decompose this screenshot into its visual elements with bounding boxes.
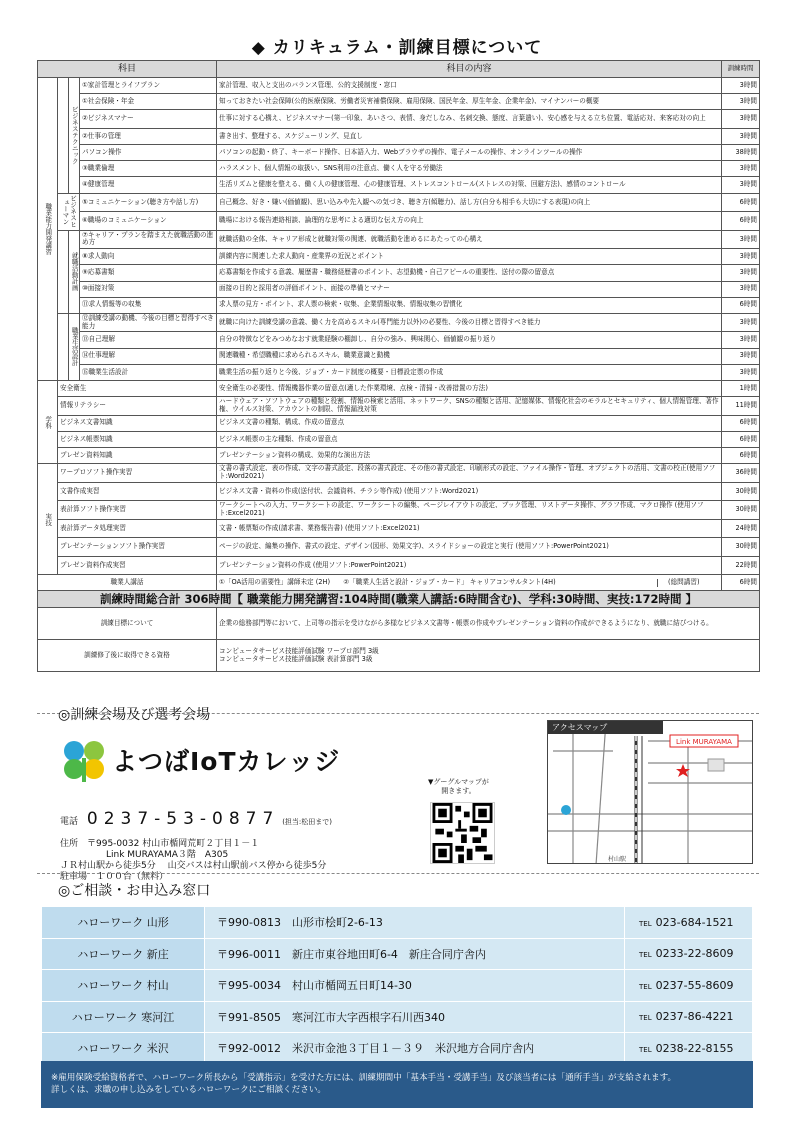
total-row	[38, 591, 760, 608]
row-content: 関連職種・希望職種に求められるスキル、職業意識と動機	[217, 348, 722, 364]
row-subject: ⑮職業生活設計	[80, 364, 217, 380]
group-label: 就職活動計画	[69, 230, 80, 313]
table-row	[38, 519, 760, 538]
total-hours: 訓練時間総合計 306時間【 職業能力開発講習:104時間(職業人講話:6時間含む)、学科:30時間、実技:172時間 】	[38, 591, 760, 608]
tel-number: 023-684-1521	[655, 915, 734, 929]
row-subject: パソコン操作	[80, 145, 217, 161]
table-row	[42, 970, 753, 1002]
office-address: 〒996-0011 新庄市東谷地田町6-4 新庄合同庁舎内	[205, 938, 625, 970]
tel-abbr: TEL	[639, 951, 652, 960]
qr-note	[428, 778, 489, 796]
office-address: 〒995-0034 村山市楯岡五日町14-30	[205, 970, 625, 1002]
row-hours: 30時間	[722, 501, 760, 520]
row-subject: ⑫訓練受講の動機、今後の目標と習得すべき能力	[80, 313, 217, 332]
cert-row	[38, 640, 760, 672]
table-row	[42, 1001, 753, 1033]
table-row	[38, 249, 760, 265]
tel-number: 0233-22-8609	[655, 947, 734, 961]
row-content: 応募書類を作成する意義、履歴書・職務経歴書のポイント、志望動機・自己アピールの重要性、送付の際の留意点	[217, 265, 722, 281]
office-tel[interactable]	[625, 907, 753, 939]
row-content: プレゼンテーション資料の構成、効果的な演出方法	[217, 448, 722, 464]
group-label: 実技	[38, 464, 58, 575]
row-subject: ⑭仕事理解	[80, 348, 217, 364]
row-subject: ①家計管理とライフプラン	[80, 78, 217, 94]
row-content: 家計管理、収入と支出のバランス管理、公的支援制度・窓口	[217, 78, 722, 94]
row-content: ビジネス文書・資料の作成(送付状、会議資料、チラシ等作成) (使用ソフト:Word2021)	[217, 482, 722, 501]
row-hours: 1時間	[722, 380, 760, 396]
row-subject: ⑩面接対策	[80, 281, 217, 297]
curriculum-table	[37, 60, 760, 672]
table-row	[38, 448, 760, 464]
venue-address	[60, 839, 326, 883]
table-row	[38, 145, 760, 161]
table-row	[38, 501, 760, 520]
tel-abbr: TEL	[639, 1045, 652, 1054]
row-hours: 3時間	[722, 364, 760, 380]
row-hours: 6時間	[722, 297, 760, 313]
venue-phone	[60, 809, 332, 829]
row-content: ページの設定、編集の操作、書式の設定、デザイン(図形、効果文字)、スライドショーの設定と実行 (使用ソフト:PowerPoint2021)	[217, 538, 722, 557]
row-content: ビジネス帳票の主な種類、作成の留意点	[217, 431, 722, 447]
row-hours: 3時間	[722, 110, 760, 129]
table-row	[38, 230, 760, 249]
office-address: 〒991-8505 寒河江市大字西根字石川西340	[205, 1001, 625, 1033]
row-hours: 3時間	[722, 313, 760, 332]
address-line: Link MURAYAMA３階 A305	[106, 850, 229, 860]
parking-line: 駐車場 １００台（無料）	[60, 872, 169, 882]
tel-number: 0237-55-8609	[655, 978, 734, 992]
row-content: パソコンの起動・終了、キーボード操作、日本語入力、Webブラウザの操作、電子メールの操作、オンラインツールの操作	[217, 145, 722, 161]
row-hours: 3時間	[722, 348, 760, 364]
row-content: 求人票の見方・ポイント、求人票の検索・収集、企業情報収集、情報収集の習慣化	[217, 297, 722, 313]
row-hours: 3時間	[722, 265, 760, 281]
table-row	[38, 177, 760, 193]
row-content: 就職活動の全体、キャリア形成と就職対策の関連、就職活動を進めるにあたっての心構え	[217, 230, 722, 249]
table-row	[38, 482, 760, 501]
note-line: 詳しくは、求職の申し込みをしているハローワークにご相談ください。	[51, 1085, 327, 1095]
table-row-extra	[38, 575, 760, 591]
row-content: 職場における報告連絡相談、論理的な思考による適切な伝え方の向上	[217, 212, 722, 231]
row-subject: ワープロソフト操作実習	[58, 464, 217, 483]
row-content: ビジネス文書の種類、構成、作成の留意点	[217, 415, 722, 431]
row-content: 生活リズムと健康を整える、働く人の健康管理、心の健康管理、ストレスコントロール(ストレスの対策、回避方法)、感情のコントロール	[217, 177, 722, 193]
office-tel[interactable]	[625, 938, 753, 970]
address-line: 住所 〒995-0032 村山市楯岡荒町２丁目１－１	[60, 839, 260, 849]
row-subject: 安全衛生	[58, 380, 217, 396]
row-subject: ⑨応募書類	[80, 265, 217, 281]
row-content: 文書の書式設定、表の作成、文字の書式設定、段落の書式設定、その他の書式設定、印刷形式の設定、ファイル操作・管理、オブジェクトの活用、文書の校正(使用ソフト:Word2021)	[217, 464, 722, 483]
table-row	[38, 94, 760, 110]
office-name: ハローワーク 寒河江	[42, 1001, 205, 1033]
row-hours: 3時間	[722, 230, 760, 249]
footer-note	[41, 1061, 753, 1108]
access-map[interactable]	[547, 720, 753, 864]
row-content: ハードウェア・ソフトウェアの種類と役割、情報の検索と活用、ネットワーク、SNSの種類と活用、記憶媒体、情報化社会のモラルとセキュリティ、個人情報管理、著作権、ウイルス対策、アカウントの制限、情報漏洩対策	[217, 397, 722, 416]
office-name: ハローワーク 新庄	[42, 938, 205, 970]
row-hours: 6時間	[722, 575, 760, 591]
qr-note-line: 開きます。	[441, 787, 476, 795]
tel-abbr: TEL	[639, 1014, 652, 1023]
row-subject: プレゼンテーションソフト操作実習	[58, 538, 217, 557]
row-subject: 職業人講話	[38, 575, 217, 591]
table-row	[38, 212, 760, 231]
goal-row	[38, 608, 760, 640]
row-hours: 3時間	[722, 281, 760, 297]
row-hours: 22時間	[722, 556, 760, 575]
table-row	[38, 281, 760, 297]
row-hours: 6時間	[722, 448, 760, 464]
table-row	[38, 332, 760, 348]
office-address: 〒990-0813 山形市桧町2-6-13	[205, 907, 625, 939]
venue-heading: ◎訓練会場及び選考会場	[58, 707, 211, 723]
cert-label: 訓練修了後に取得できる資格	[38, 640, 217, 672]
row-hours: 3時間	[722, 94, 760, 110]
row-content: 自分の特徴などをみつめなおす就業経験の棚卸し、自分の強み、興味関心、価値観の振り返り	[217, 332, 722, 348]
group-label: ビジネステクニック	[69, 78, 80, 194]
cert-item: コンピュータサービス技能評価試験 表計算部門 3級	[219, 654, 373, 663]
qr-code-icon[interactable]	[430, 802, 495, 864]
row-hours: 11時間	[722, 397, 760, 416]
map-title: アクセスマップ	[548, 721, 663, 734]
tel-number: 0237-86-4221	[655, 1010, 734, 1024]
row-content: 面接の目的と採用者の評価ポイント、面接の準備とマナー	[217, 281, 722, 297]
office-tel[interactable]	[625, 1033, 753, 1065]
row-subject: ⑬自己理解	[80, 332, 217, 348]
row-subject: ビジネス帳票知識	[58, 431, 217, 447]
map-link-label: Link MURAYAMA	[676, 738, 732, 746]
contact-heading: ◎ご相談・お申込み窓口	[58, 883, 211, 899]
goal-text: 企業の総務部門等において、上司等の指示を受けながら多様なビジネス文書等・帳票の作成やプレゼンテーション資料の作成ができるようになり、就職に結びつける。	[217, 608, 760, 640]
row-subject: 文書作成実習	[58, 482, 217, 501]
extra-content: ①「OA活用の需要性」講師未定 (2H) ②「職業人生活と設計・ジョブ・カード」 キャリアコンサルタント(4H)	[219, 577, 556, 586]
office-name: ハローワーク 山形	[42, 907, 205, 939]
row-content: ハラスメント、個人情報の取扱い、SNS利用の注意点、働く人を守る労働法	[217, 161, 722, 177]
table-row	[38, 161, 760, 177]
row-subject: プレゼン資料知識	[58, 448, 217, 464]
header-subject: 科目	[38, 61, 217, 78]
table-row	[38, 380, 760, 396]
row-subject: ⑤コミュニケーション(聴き方や話し方)	[80, 193, 217, 212]
goal-label: 訓練目標について	[38, 608, 217, 640]
divider	[37, 873, 759, 874]
row-subject: ②ビジネスマナー	[80, 110, 217, 129]
row-subject: 表計算ソフト操作実習	[58, 501, 217, 520]
row-hours: 6時間	[722, 431, 760, 447]
table-row	[38, 265, 760, 281]
note-line: ※雇用保険受給資格者で、ハローワーク所長から「受講指示」を受けた方には、訓練期間中「基本手当・受講手当」及び該当者には「通所手当」が支給されます。	[51, 1073, 677, 1083]
row-content: 訓練内容に関連した求人動向・産業界の近況とポイント	[217, 249, 722, 265]
row-hours: 30時間	[722, 538, 760, 557]
office-tel[interactable]	[625, 1001, 753, 1033]
tel-abbr: TEL	[639, 982, 652, 991]
row-hours: 3時間	[722, 332, 760, 348]
row-content: 仕事に対する心構え、ビジネスマナー(第一印象、あいさつ、表情、身だしなみ、名刺交換、態度、言葉遣い)、安心感を与える立ち位置、電話応対、来客応対の向上	[217, 110, 722, 129]
tel-number[interactable]: 0237-53-0877	[86, 809, 280, 829]
row-subject: 表計算データ処理実習	[58, 519, 217, 538]
header-hours: 訓練時間	[722, 61, 760, 78]
row-subject: ⑧求人動向	[80, 249, 217, 265]
row-hours: 6時間	[722, 193, 760, 212]
office-name: ハローワーク 村山	[42, 970, 205, 1002]
row-subject: ⑥職場のコミュニケーション	[80, 212, 217, 231]
office-name: ハローワーク 米沢	[42, 1033, 205, 1065]
map-station-label: 村山駅	[608, 856, 627, 863]
table-row	[42, 1033, 753, 1065]
group-label: 職業能力開発講習	[38, 78, 58, 381]
tel-abbr: TEL	[639, 919, 652, 928]
row-hours: 36時間	[722, 464, 760, 483]
row-subject: ①社会保険・年金	[80, 94, 217, 110]
row-content: 職業生活の振り返りと今後、ジョブ・カード制度の概要・目標設定票の作成	[217, 364, 722, 380]
table-header-row	[38, 61, 760, 78]
row-content: 書き出す、整理する、スケジューリング、見直し	[217, 128, 722, 144]
group-label: ビジネスヒューマン	[58, 193, 80, 230]
row-hours: 30時間	[722, 482, 760, 501]
row-content: 知っておきたい社会保障(公的医療保険、労働者災害補償保険、雇用保険、国民年金、厚生年金、企業年金)、マイナンバーの概要	[217, 94, 722, 110]
row-subject: ビジネス文書知識	[58, 415, 217, 431]
group-label: 職業生活設計	[69, 313, 80, 380]
row-content: 安全衛生の必要性、情報機器作業の留意点(適した作業環境、点検・清掃・改善措置の方法)	[217, 380, 722, 396]
row-content: ワークシートへの入力、ワークシートの設定、ワークシートの編集、ページレイアウトの設定、ブック管理、リストデータ操作、グラフ作成、マクロ操作 (使用ソフト:Excel2021)	[217, 501, 722, 520]
row-hours: 6時間	[722, 212, 760, 231]
table-row	[38, 78, 760, 94]
row-subject: ⑦キャリア・プランを踏まえた就職活動の進め方	[80, 230, 217, 249]
row-hours: 3時間	[722, 78, 760, 94]
cert-text	[217, 640, 760, 672]
office-tel[interactable]	[625, 970, 753, 1002]
row-content: 就職に向けた訓練受講の意義、働く力を高めるスキル(専門能力以外)の必要性、今後の目標と習得すべき能力	[217, 313, 722, 332]
school-name: よつばIoTカレッジ	[112, 747, 341, 776]
table-row	[42, 907, 753, 939]
tel-number: 0238-22-8155	[655, 1041, 734, 1055]
row-content: 自己概念、好き・嫌い(価値観)、思い込みや先入観への気づき、聴き方(傾聴力)、話し方(自分も相手も大切にする表現)の向上	[217, 193, 722, 212]
table-row	[38, 297, 760, 313]
table-row	[38, 348, 760, 364]
table-row	[38, 397, 760, 416]
contact-table	[41, 906, 753, 1065]
row-subject: ②仕事の管理	[80, 128, 217, 144]
tel-note: (担当:松田まで)	[282, 818, 333, 826]
page-title: ◆ カリキュラム・訓練目標について	[251, 38, 543, 58]
table-row	[38, 193, 760, 212]
row-hours: 6時間	[722, 415, 760, 431]
extra-note: (総問講習)	[657, 579, 719, 587]
row-hours: 24時間	[722, 519, 760, 538]
map-graphic	[548, 721, 753, 864]
table-row	[38, 110, 760, 129]
row-content: プレゼンテーション資料の作成 (使用ソフト:PowerPoint2021)	[217, 556, 722, 575]
row-subject: ③職業倫理	[80, 161, 217, 177]
row-subject: 情報リテラシー	[58, 397, 217, 416]
table-row	[38, 556, 760, 575]
qr-note-line: ▼グーグルマップが	[428, 778, 489, 786]
row-subject: ⑪求人情報等の収集	[80, 297, 217, 313]
row-content: 文書・帳票類の作成(請求書、業務報告書) (使用ソフト:Excel2021)	[217, 519, 722, 538]
row-content	[217, 575, 722, 591]
row-hours: 3時間	[722, 249, 760, 265]
row-hours: 38時間	[722, 145, 760, 161]
table-row	[38, 128, 760, 144]
table-row	[38, 538, 760, 557]
row-subject: プレゼン資料作成実習	[58, 556, 217, 575]
table-row	[38, 431, 760, 447]
office-address: 〒992-0012 米沢市金池３丁目１－３９ 米沢地方合同庁舎内	[205, 1033, 625, 1065]
group-label: 学科	[38, 380, 58, 463]
header-content: 科目の内容	[217, 61, 722, 78]
table-row	[42, 938, 753, 970]
tel-label: 電話	[60, 817, 79, 827]
row-subject: ④健康管理	[80, 177, 217, 193]
table-row	[38, 313, 760, 332]
table-row	[38, 464, 760, 483]
row-hours: 3時間	[722, 161, 760, 177]
row-hours: 3時間	[722, 128, 760, 144]
cert-item: コンピュータサービス技能評価試験 ワープロ部門 3級	[219, 647, 379, 656]
table-row	[38, 415, 760, 431]
table-row	[38, 364, 760, 380]
access-line: ＪＲ村山駅から徒歩5分 山交バスは村山駅前バス停から徒歩5分	[60, 861, 327, 871]
row-hours: 3時間	[722, 177, 760, 193]
